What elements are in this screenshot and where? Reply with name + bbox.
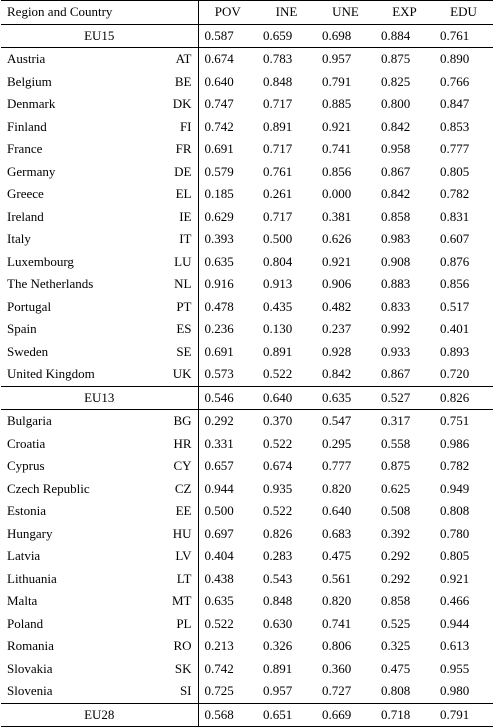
table-row (1, 590, 493, 613)
table-row (1, 206, 493, 229)
ine-value: 0.761 (263, 163, 293, 179)
edu-value: 0.782 (440, 458, 470, 473)
country-name: The Netherlands (7, 276, 94, 291)
region-name: EU15 (1, 24, 198, 48)
edu-value: 0.890 (440, 51, 470, 66)
table-row (1, 71, 493, 94)
une-value: 0.820 (322, 593, 352, 608)
ine-value: 0.261 (263, 186, 293, 201)
exp-value: 0.842 (381, 118, 411, 134)
table-row (1, 478, 493, 501)
pov-value: 0.331 (198, 433, 257, 456)
edu-value: 0.921 (440, 570, 470, 586)
country-name: Latvia (7, 548, 41, 563)
exp-value: 0.558 (381, 435, 411, 451)
edu-value: 0.720 (440, 366, 470, 381)
exp-value: 0.908 (381, 253, 411, 269)
region-edu-value: 0.791 (434, 703, 493, 727)
table-row (1, 273, 493, 296)
country-code: LV (175, 548, 192, 563)
region-une-value: 0.635 (316, 386, 375, 410)
pov-value: 0.742 (198, 116, 257, 139)
country-name: Malta (7, 593, 38, 608)
table-header-row (1, 1, 493, 25)
exp-value: 0.508 (381, 503, 411, 518)
une-value: 0.727 (322, 683, 352, 698)
country-code: BG (173, 413, 192, 428)
pov-value: 0.629 (198, 206, 257, 229)
une-value: 0.906 (322, 276, 352, 291)
country-name: Germany (7, 163, 56, 179)
country-code: HR (173, 435, 192, 451)
country-name: Denmark (7, 96, 56, 111)
country-code: EE (175, 503, 192, 518)
country-code: LU (174, 253, 192, 269)
une-value: 0.921 (322, 118, 352, 134)
country-code: UK (172, 366, 192, 381)
pov-value: 0.747 (198, 93, 257, 116)
region-pov-value: 0.546 (198, 386, 257, 410)
ine-value: 0.935 (263, 480, 293, 496)
edu-value: 0.980 (440, 683, 470, 698)
ine-value: 0.913 (263, 276, 293, 291)
ine-value: 0.674 (263, 458, 293, 473)
ine-value: 0.522 (263, 435, 293, 451)
table-row (1, 410, 493, 433)
ine-value: 0.370 (263, 413, 293, 428)
ine-value: 0.522 (263, 366, 293, 381)
table-row (1, 635, 493, 658)
indicator-table (1, 0, 493, 727)
exp-value: 0.933 (381, 343, 411, 359)
pov-value: 0.691 (198, 138, 257, 161)
edu-value: 0.893 (440, 343, 470, 359)
edu-value: 0.847 (440, 96, 470, 111)
country-code: IE (179, 208, 192, 224)
une-value: 0.741 (322, 615, 352, 631)
ine-value: 0.891 (263, 118, 293, 134)
une-value: 0.856 (322, 163, 352, 179)
ine-value: 0.891 (263, 343, 293, 359)
country-code: HU (172, 525, 192, 541)
une-value: 0.777 (322, 458, 352, 473)
edu-value: 0.777 (440, 141, 470, 156)
country-code: RO (173, 638, 192, 653)
table-row (1, 568, 493, 591)
pov-value: 0.657 (198, 455, 257, 478)
country-code: FR (175, 141, 192, 156)
header-une: UNE (316, 1, 375, 25)
edu-value: 0.766 (440, 73, 470, 89)
exp-value: 0.867 (381, 163, 411, 179)
table-row (1, 680, 493, 703)
une-value: 0.921 (322, 253, 352, 269)
country-code: NL (174, 276, 192, 291)
edu-value: 0.955 (440, 660, 470, 676)
country-code: MT (172, 593, 192, 608)
table-row (1, 318, 493, 341)
une-value: 0.806 (322, 638, 352, 653)
pov-value: 0.916 (198, 273, 257, 296)
edu-value: 0.808 (440, 503, 470, 518)
country-name: Belgium (7, 73, 52, 89)
country-name: Luxembourg (7, 253, 74, 269)
table-row (1, 48, 493, 71)
exp-value: 0.392 (381, 525, 411, 541)
country-name: Cyprus (7, 458, 45, 473)
pov-value: 0.640 (198, 71, 257, 94)
pov-value: 0.579 (198, 161, 257, 184)
country-code: AT (175, 51, 192, 66)
ine-value: 0.326 (263, 638, 293, 653)
exp-value: 0.625 (381, 480, 411, 496)
edu-value: 0.782 (440, 186, 470, 201)
country-code: CY (173, 458, 192, 473)
region-une-value: 0.669 (316, 703, 375, 727)
ine-value: 0.783 (263, 51, 293, 66)
table-row (1, 363, 493, 386)
pov-value: 0.438 (198, 568, 257, 591)
country-name: United Kingdom (7, 366, 95, 381)
country-name: Finland (7, 118, 47, 134)
exp-value: 0.525 (381, 615, 411, 631)
ine-value: 0.826 (263, 525, 293, 541)
table-row (1, 613, 493, 636)
table-row (1, 161, 493, 184)
pov-value: 0.725 (198, 680, 257, 703)
region-pov-value: 0.587 (198, 24, 257, 48)
country-name: Slovenia (7, 683, 53, 698)
pov-value: 0.635 (198, 251, 257, 274)
header-exp: EXP (375, 1, 434, 25)
table-row (1, 138, 493, 161)
table-row (1, 523, 493, 546)
country-name: Ireland (7, 208, 44, 224)
ine-value: 0.500 (263, 231, 293, 246)
une-value: 0.626 (322, 231, 352, 246)
exp-value: 0.875 (381, 51, 411, 66)
pov-value: 0.500 (198, 500, 257, 523)
une-value: 0.000 (322, 186, 352, 201)
region-pov-value: 0.568 (198, 703, 257, 727)
header-region-and-country: Region and Country (1, 1, 198, 25)
exp-value: 0.325 (381, 638, 411, 653)
country-code: SE (176, 343, 192, 359)
ine-value: 0.283 (263, 548, 293, 563)
region-summary-row (1, 703, 493, 727)
pov-value: 0.573 (198, 363, 257, 386)
ine-value: 0.848 (263, 593, 293, 608)
ine-value: 0.717 (263, 141, 293, 156)
country-name: Greece (7, 186, 44, 201)
region-ine-value: 0.640 (257, 386, 316, 410)
exp-value: 0.808 (381, 683, 411, 698)
une-value: 0.928 (322, 343, 352, 359)
country-name: Portugal (7, 298, 52, 314)
exp-value: 0.858 (381, 593, 411, 608)
une-value: 0.741 (322, 141, 352, 156)
exp-value: 0.858 (381, 208, 411, 224)
exp-value: 0.825 (381, 73, 411, 89)
ine-value: 0.717 (263, 208, 293, 224)
region-name: EU28 (1, 703, 198, 727)
ine-value: 0.435 (263, 298, 293, 314)
edu-value: 0.751 (440, 413, 470, 428)
exp-value: 0.867 (381, 366, 411, 381)
country-code: DK (172, 96, 192, 111)
country-code: CZ (174, 480, 192, 496)
edu-value: 0.517 (440, 298, 470, 314)
region-exp-value: 0.884 (375, 24, 434, 48)
une-value: 0.842 (322, 366, 352, 381)
edu-value: 0.401 (440, 321, 470, 336)
header-ine: INE (257, 1, 316, 25)
une-value: 0.885 (322, 96, 352, 111)
pov-value: 0.635 (198, 590, 257, 613)
pov-value: 0.185 (198, 183, 257, 206)
country-name: Romania (7, 638, 54, 653)
table-row (1, 251, 493, 274)
table-row (1, 455, 493, 478)
region-une-value: 0.698 (316, 24, 375, 48)
table-row (1, 116, 493, 139)
country-name: Czech Republic (7, 480, 90, 496)
une-value: 0.475 (322, 548, 352, 563)
table-row (1, 228, 493, 251)
country-name: Spain (7, 321, 37, 336)
country-name: Austria (7, 51, 46, 66)
table-row (1, 433, 493, 456)
header-edu: EDU (434, 1, 493, 25)
ine-value: 0.522 (263, 503, 293, 518)
exp-value: 0.992 (381, 321, 411, 336)
region-name: EU13 (1, 386, 198, 410)
pov-value: 0.393 (198, 228, 257, 251)
table-row (1, 183, 493, 206)
edu-value: 0.944 (440, 615, 470, 631)
region-ine-value: 0.659 (257, 24, 316, 48)
une-value: 0.237 (322, 321, 352, 336)
country-code: LT (176, 570, 192, 586)
une-value: 0.547 (322, 413, 352, 428)
edu-value: 0.805 (440, 163, 470, 179)
region-ine-value: 0.651 (257, 703, 316, 727)
edu-value: 0.613 (440, 638, 470, 653)
region-summary-row (1, 24, 493, 48)
une-value: 0.295 (322, 435, 352, 451)
exp-value: 0.292 (381, 548, 411, 563)
ine-value: 0.130 (263, 321, 293, 336)
country-code: SI (179, 683, 192, 698)
region-edu-value: 0.826 (434, 386, 493, 410)
country-code: BE (174, 73, 192, 89)
country-name: Italy (7, 231, 31, 246)
edu-value: 0.466 (440, 593, 470, 608)
table-row (1, 93, 493, 116)
region-exp-value: 0.718 (375, 703, 434, 727)
table-row (1, 341, 493, 364)
exp-value: 0.292 (381, 570, 411, 586)
region-exp-value: 0.527 (375, 386, 434, 410)
table-body (1, 24, 493, 727)
country-name: Croatia (7, 435, 46, 451)
pov-value: 0.478 (198, 296, 257, 319)
une-value: 0.360 (322, 660, 352, 676)
pov-value: 0.404 (198, 545, 257, 568)
pov-value: 0.292 (198, 410, 257, 433)
exp-value: 0.842 (381, 186, 411, 201)
region-summary-row (1, 386, 493, 410)
country-name: Sweden (7, 343, 49, 359)
une-value: 0.640 (322, 503, 352, 518)
header-pov: POV (198, 1, 257, 25)
pov-value: 0.944 (198, 478, 257, 501)
ine-value: 0.630 (263, 615, 293, 631)
pov-value: 0.742 (198, 658, 257, 681)
country-code: SK (174, 660, 192, 676)
country-code: IT (179, 231, 192, 246)
pov-value: 0.236 (198, 318, 257, 341)
region-edu-value: 0.761 (434, 24, 493, 48)
country-code: EL (175, 186, 192, 201)
edu-value: 0.805 (440, 548, 470, 563)
edu-value: 0.856 (440, 276, 470, 291)
edu-value: 0.607 (440, 231, 470, 246)
exp-value: 0.833 (381, 298, 411, 314)
exp-value: 0.958 (381, 141, 411, 156)
country-name: Poland (7, 615, 44, 631)
ine-value: 0.804 (263, 253, 293, 269)
country-code: PL (176, 615, 192, 631)
une-value: 0.957 (322, 51, 352, 66)
exp-value: 0.983 (381, 231, 411, 246)
country-name: Hungary (7, 525, 53, 541)
ine-value: 0.891 (263, 660, 293, 676)
pov-value: 0.522 (198, 613, 257, 636)
country-code: PT (176, 298, 192, 314)
une-value: 0.683 (322, 525, 352, 541)
country-code: FI (179, 118, 192, 134)
ine-value: 0.957 (263, 683, 293, 698)
edu-value: 0.780 (440, 525, 470, 541)
une-value: 0.482 (322, 298, 352, 314)
table-row (1, 500, 493, 523)
une-value: 0.820 (322, 480, 352, 496)
table-row (1, 545, 493, 568)
exp-value: 0.883 (381, 276, 411, 291)
pov-value: 0.691 (198, 341, 257, 364)
pov-value: 0.697 (198, 523, 257, 546)
country-name: Slovakia (7, 660, 53, 676)
edu-value: 0.949 (440, 480, 470, 496)
exp-value: 0.800 (381, 96, 411, 111)
exp-value: 0.875 (381, 458, 411, 473)
exp-value: 0.475 (381, 660, 411, 676)
edu-value: 0.853 (440, 118, 470, 134)
ine-value: 0.717 (263, 96, 293, 111)
country-name: Bulgaria (7, 413, 52, 428)
pov-value: 0.213 (198, 635, 257, 658)
pov-value: 0.674 (198, 48, 257, 71)
country-code: DE (174, 163, 192, 179)
table-row (1, 296, 493, 319)
une-value: 0.791 (322, 73, 352, 89)
exp-value: 0.317 (381, 413, 411, 428)
edu-value: 0.831 (440, 208, 470, 224)
country-name: Lithuania (7, 570, 57, 586)
edu-value: 0.876 (440, 253, 470, 269)
edu-value: 0.986 (440, 435, 470, 451)
table-row (1, 658, 493, 681)
country-name: France (7, 141, 43, 156)
une-value: 0.381 (322, 208, 352, 224)
une-value: 0.561 (322, 570, 352, 586)
country-name: Estonia (7, 503, 46, 518)
ine-value: 0.543 (263, 570, 293, 586)
country-code: ES (176, 321, 192, 336)
ine-value: 0.848 (263, 73, 293, 89)
